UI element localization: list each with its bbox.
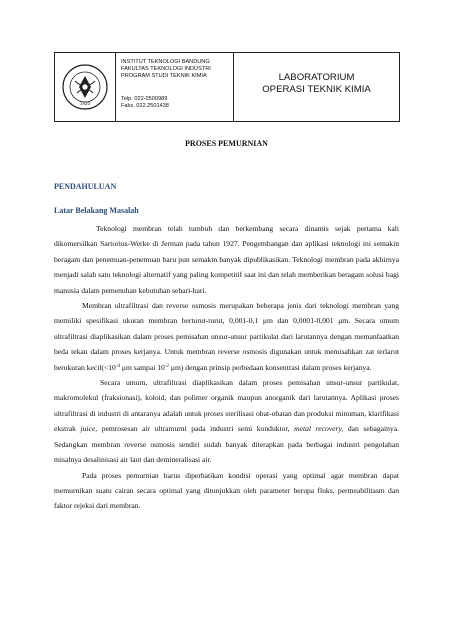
- lab-title-line1: LABORATORIUM: [278, 72, 355, 83]
- logo-cell: [55, 53, 116, 121]
- paragraph-3: [54, 375, 399, 467]
- paragraph-4: Pada proses pemurnian harus diperhatikan kondisi operasi yang optimal agar membran dapat memurnikan suatu cairan secara optimal yang ditunjukkan oleh parameter berupa fluks, permeabilitasm dan faktor rejeksi dari membran.: [54, 470, 399, 511]
- paragraph-3-part-c: dan sebagainya. Sedangkan membran reverse osmosis sendiri sudah banyak diterapkan pada berbagai industri pengolahan misalnya desalinisasi air laut dan demineralisasi air.: [54, 424, 400, 465]
- paragraph-3-part-b: pemrosesan air ultramurni pada industri semi konduktor,: [97, 424, 295, 434]
- letterhead: [54, 52, 400, 122]
- itb-seal-icon: [61, 61, 109, 113]
- institute-cell: [116, 53, 234, 121]
- paragraph-3-part-a: Secara umum, ultrafiltrasi diaplikasikan dalam proses pemisahan unsur-unsur partikulat, makromolekul (fraksionasi), koloid, dan polimer organik maupun anorganik dari larutannya. Aplikasi proses ultrafiltrasi di industri di antaranya adalah untuk proses sterilisasi obat-obatan dan produksi minuman, klarifikasi ekstrak: [54, 378, 399, 434]
- lab-title-cell: [234, 53, 399, 121]
- exponent-1: -4: [115, 363, 121, 369]
- paragraph-2: [54, 298, 399, 375]
- metal-recovery-term: metal recovery,: [294, 424, 344, 434]
- subsection-heading: Latar Belakang Masalah: [54, 206, 139, 215]
- paragraph-2-part-a: Membran ultrafiltrasi dan reverse osmosis merupakan beberapa jenis dari teknologi membran yang memiliki spesifikasi ukuran membran berturut-turut, 0,001-0,1 μm dan 0,0001-0,001 μm. Secara umum ultrafiltrasi diaplikasikan dalam proses pemisahan unsur-unsur partikulat dari larutannya dengan memanfaatkan beda tekan dalam proses kerjanya. Untuk membran reverse osmosis digunakan untuk memisahkan zat terlarut berukuran kecil(<10: [54, 301, 399, 372]
- phone-number: Telp. 022-2500989: [121, 96, 168, 102]
- body-text: [54, 221, 399, 514]
- section-heading: PENDAHULUAN: [54, 182, 117, 191]
- svg-text:1920: 1920: [79, 101, 91, 106]
- paragraph-1: Teknologi membran telah tumbuh dan berkembang secara dinamis sejak pertama kali dikomersilkan Sartorius-Werke di Jerman pada tahun 1927. Pengembangan dan aplikasi teknologi ini semakin beragam dan penemuan-penemuan baru pun semakin banyak dipublikasikan. Teknologi membran pada akhirnya menjadi salah satu teknologi alternatif yang paling kompetitif saat ini dan telah memberikan beragam solusi bagi manusia dalam pemenuhan kebutuhan sehari-hari.: [54, 224, 399, 295]
- juice-term: juice,: [80, 424, 98, 434]
- lab-title-line2: OPERASI TEKNIK KIMIA: [262, 84, 371, 95]
- document-title: PROSES PEMURNIAN: [185, 139, 268, 148]
- institute-name: INSTITUT TEKNOLOGI BANDUNG: [121, 59, 210, 65]
- faculty-name: FAKULTAS TEKNOLOGI INDUSTRI: [121, 66, 211, 72]
- exponent-2: -2: [164, 363, 169, 369]
- program-name: PROGRAM STUDI TEKNIK KIMIA: [121, 73, 207, 79]
- fax-number: Faks. 022.2501438: [121, 103, 169, 109]
- paragraph-2-part-c: μm) dengan prinsip perbedaan konsentrasi dalam proses kerjanya.: [168, 362, 372, 372]
- paragraph-2-part-b: μm sampai 10: [120, 362, 165, 372]
